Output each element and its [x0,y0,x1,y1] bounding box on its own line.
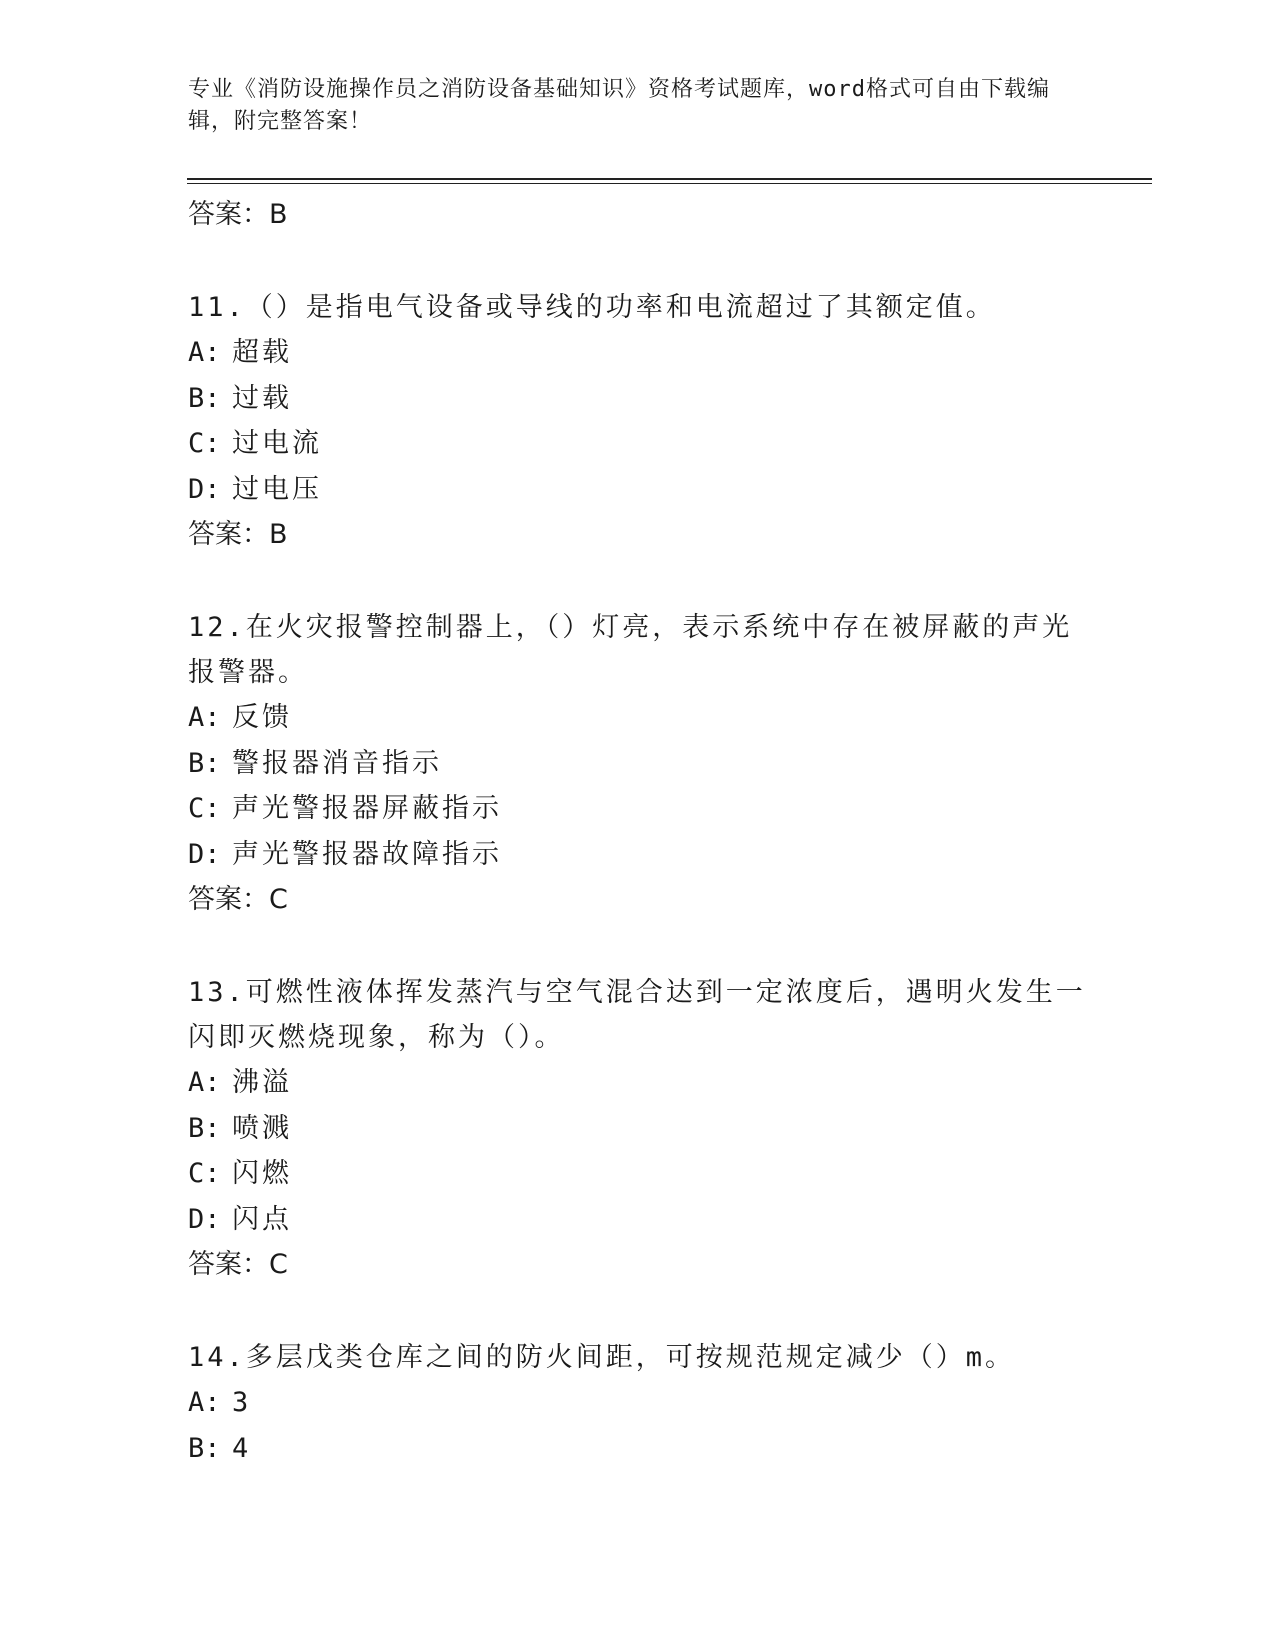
option-d [188,832,1088,878]
option-d [188,1197,1088,1243]
option-b [188,376,1088,422]
option-c [188,421,1088,467]
option-a [188,1060,1088,1106]
answer: 答案：C [188,884,288,915]
option-text: 过载 [232,382,292,414]
option-text: 过电压 [232,473,322,505]
option-letter: A: [188,1387,221,1418]
option-text: 沸溢 [232,1067,292,1098]
option-letter: D: [188,1203,221,1235]
question-11 [188,285,1088,555]
header-rule-thin [187,183,1152,184]
option-c [188,1151,1088,1197]
option-letter: C: [188,428,221,459]
option-letter: B: [188,1432,221,1464]
previous-answer: 答案：B [188,199,288,230]
option-letter: B: [188,747,221,779]
option-letter: D: [188,473,221,505]
option-b [188,1106,1088,1152]
option-a [188,330,1088,376]
option-text: 3 [232,1387,252,1418]
option-text: 声光警报器故障指示 [232,838,502,870]
option-b [188,741,1088,787]
option-letter: B: [188,382,221,414]
option-letter: A: [188,337,221,368]
option-letter: C: [188,1158,221,1189]
option-text: 4 [232,1432,252,1464]
option-letter: D: [188,838,221,870]
option-text: 超载 [232,337,292,368]
question-stem: 11.（）是指电气设备或导线的功率和电流超过了其额定值。 [188,292,996,323]
option-a [188,695,1088,741]
option-a [188,1380,1088,1426]
question-stem: 14.多层戊类仓库之间的防火间距，可按规范规定减少（）m。 [188,1342,1016,1373]
option-c [188,786,1088,832]
question-12 [188,605,1088,920]
option-text: 过电流 [232,428,322,459]
option-letter: A: [188,1067,221,1098]
question-list [188,192,1088,1471]
question-14 [188,1335,1088,1471]
document-header: 专业《消防设施操作员之消防设备基础知识》资格考试题库，word格式可自由下载编辑，附完整答案！ [188,77,1050,134]
option-d [188,467,1088,513]
option-text: 闪点 [232,1203,292,1235]
option-letter: C: [188,793,221,824]
option-text: 喷溅 [232,1112,292,1144]
question-stem: 12.在火灾报警控制器上，（）灯亮，表示系统中存在被屏蔽的声光报警器。 [188,612,1073,688]
option-letter: A: [188,702,221,733]
header-rule-thick [187,178,1152,180]
option-b [188,1426,1088,1472]
option-text: 声光警报器屏蔽指示 [232,793,502,824]
question-13 [188,970,1088,1285]
option-text: 反馈 [232,702,292,733]
answer: 答案：C [188,1249,288,1280]
option-letter: B: [188,1112,221,1144]
option-text: 警报器消音指示 [232,747,442,779]
answer: 答案：B [188,519,288,550]
question-stem: 13.可燃性液体挥发蒸汽与空气混合达到一定浓度后，遇明火发生一闪即灭燃烧现象，称为（）。 [188,977,1086,1053]
option-text: 闪燃 [232,1158,292,1189]
